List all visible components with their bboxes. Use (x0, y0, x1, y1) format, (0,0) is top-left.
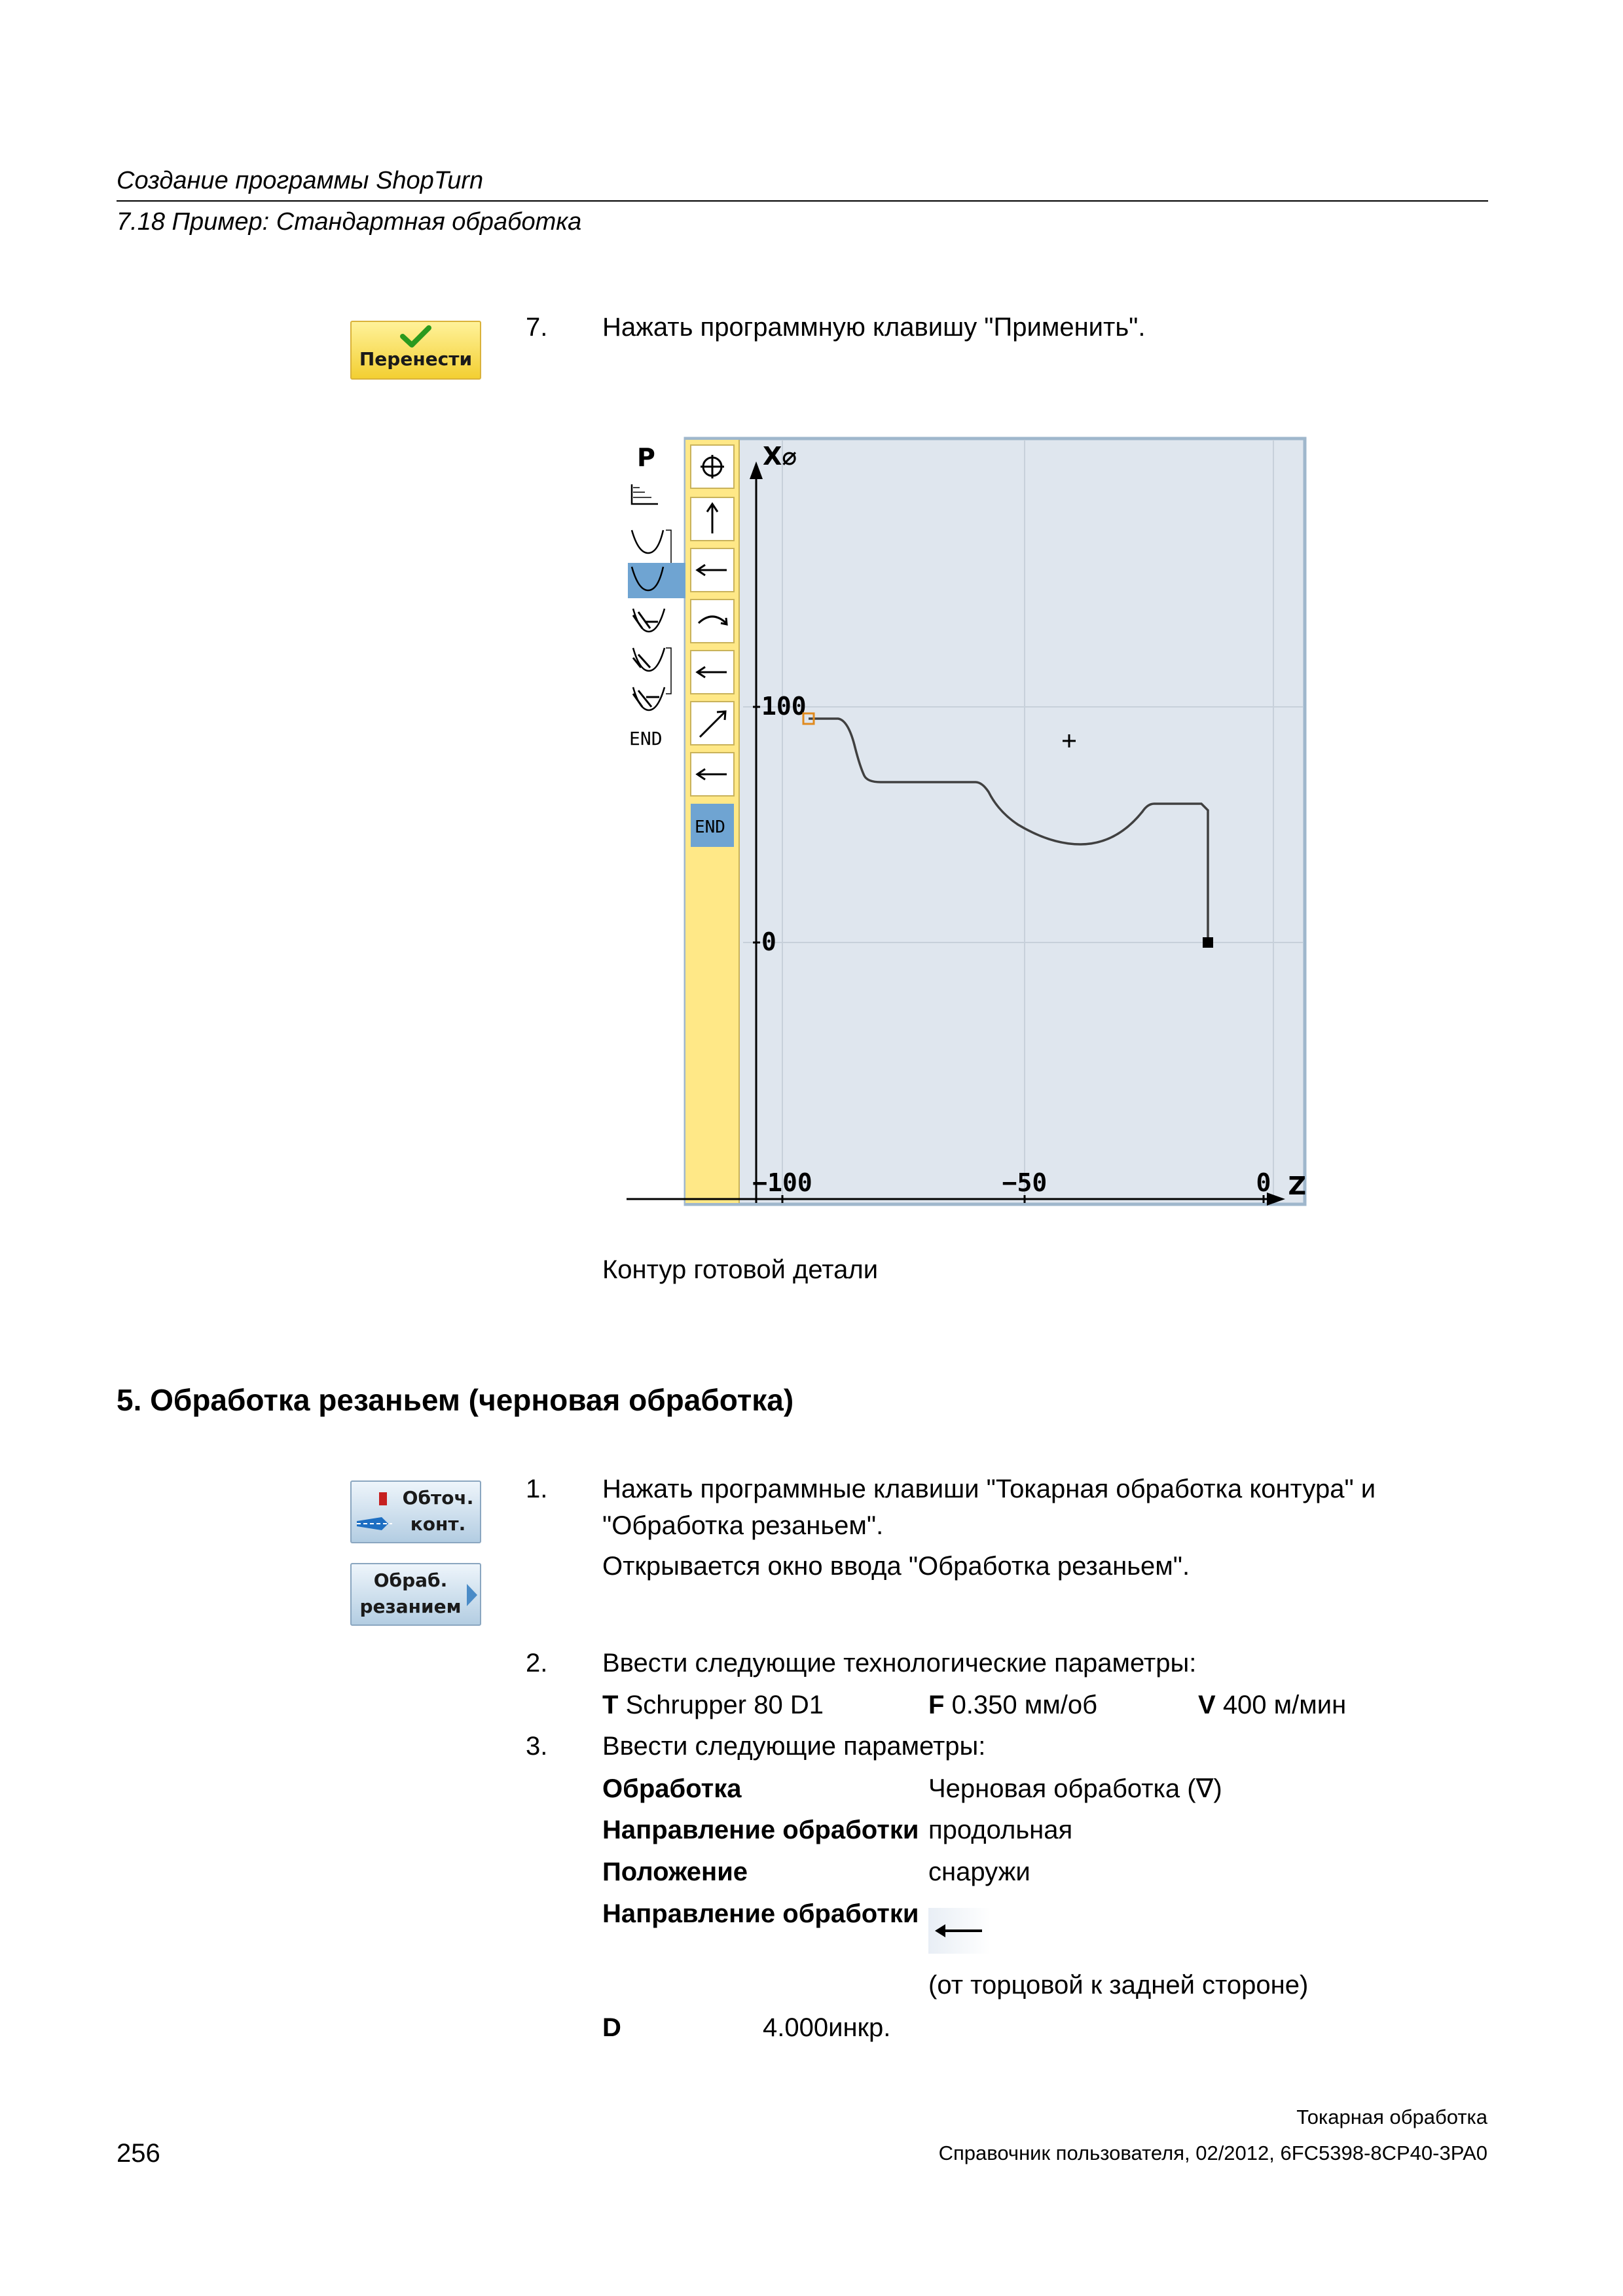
step1-line1: Нажать программные клавиши "Токарная обработка контура" и (602, 1475, 1376, 1503)
tick-z-neg50: −50 (1002, 1168, 1048, 1197)
turning-tool-icon (356, 1487, 395, 1539)
param-cut-direction-note: (от торцовой к задней стороне) (928, 1971, 1309, 2000)
footer-topic: Токарная обработка (1296, 2106, 1487, 2128)
tick-x-0: 0 (761, 927, 776, 956)
step7-text: Нажать программную клавишу "Применить". (602, 313, 1146, 342)
param-v (1198, 1687, 1346, 1723)
contour-end-marker (1203, 937, 1213, 948)
apply-softkey[interactable] (350, 321, 481, 380)
contour-turning-label-1: Обточ. (402, 1487, 474, 1509)
tick-x-100: 100 (761, 692, 807, 721)
step3-number: 3. (526, 1732, 548, 1761)
param-d-value: 4.000инкр. (763, 2013, 891, 2042)
param-d-label: D (602, 2013, 621, 2042)
chevron-right-icon (467, 1584, 477, 1606)
page-number: 256 (117, 2139, 160, 2168)
param-f-value: 0.350 мм/об (951, 1691, 1098, 1719)
strip-end-selected: END (695, 817, 725, 837)
param-f (928, 1687, 1097, 1723)
tick-z-0: 0 (1256, 1168, 1271, 1197)
param-position-label: Положение (602, 1857, 748, 1886)
contour-turning-label-2: конт. (410, 1513, 466, 1535)
step1-line2: "Обработка резаньем". (602, 1511, 884, 1540)
axis-z-label: Z (1288, 1172, 1306, 1200)
step7-number: 7. (526, 313, 548, 342)
cut-direction-icon (928, 1908, 991, 1954)
header-rule (117, 200, 1488, 202)
contour-turning-softkey[interactable] (350, 1480, 481, 1543)
contour-graphic (619, 432, 1339, 1217)
stock-removal-softkey[interactable] (350, 1563, 481, 1626)
param-v-label: V (1198, 1691, 1216, 1719)
left-arrow-icon (928, 1908, 991, 1954)
param-direction-label: Направление обработки (602, 1816, 919, 1844)
figure-caption: Контур готовой детали (602, 1255, 879, 1284)
strip-letter: P (637, 443, 655, 472)
footer-manual: Справочник пользователя, 02/2012, 6FC5398-8CP40-3PA0 (938, 2142, 1487, 2164)
section-title: 7.18 Пример: Стандартная обработка (117, 208, 582, 236)
step2-number: 2. (526, 1649, 548, 1677)
contour-screen (619, 432, 1339, 1217)
step3-text: Ввести следующие параметры: (602, 1732, 986, 1761)
param-t-value: Schrupper 80 D1 (625, 1691, 824, 1719)
axis-x-label: X⌀ (763, 442, 797, 471)
param-machining-value: Черновая обработка (∇) (928, 1774, 1222, 1803)
step2-text: Ввести следующие технологические параметры: (602, 1649, 1197, 1677)
param-position-value: снаружи (928, 1857, 1030, 1886)
checkmark-icon (396, 325, 435, 350)
param-cut-direction-label: Направление обработки (602, 1899, 919, 1928)
chapter-title: Создание программы ShopTurn (117, 167, 484, 194)
strip-end-label: END (629, 728, 663, 749)
stock-removal-label-1: Обраб. (373, 1570, 448, 1591)
param-direction-value: продольная (928, 1816, 1073, 1844)
param-t-label: T (602, 1691, 619, 1719)
param-f-label: F (928, 1691, 945, 1719)
param-machining-label: Обработка (602, 1774, 742, 1803)
step1-number: 1. (526, 1475, 548, 1503)
section5-title: 5. Обработка резаньем (черновая обработка) (117, 1383, 794, 1417)
tick-z-neg100: −100 (752, 1168, 812, 1197)
stock-removal-label-2: резанием (359, 1596, 462, 1617)
apply-softkey-label: Перенести (359, 348, 473, 370)
step1-line3: Открывается окно ввода "Обработка резаньем". (602, 1552, 1190, 1581)
param-v-value: 400 м/мин (1222, 1691, 1347, 1719)
param-t (602, 1687, 824, 1723)
